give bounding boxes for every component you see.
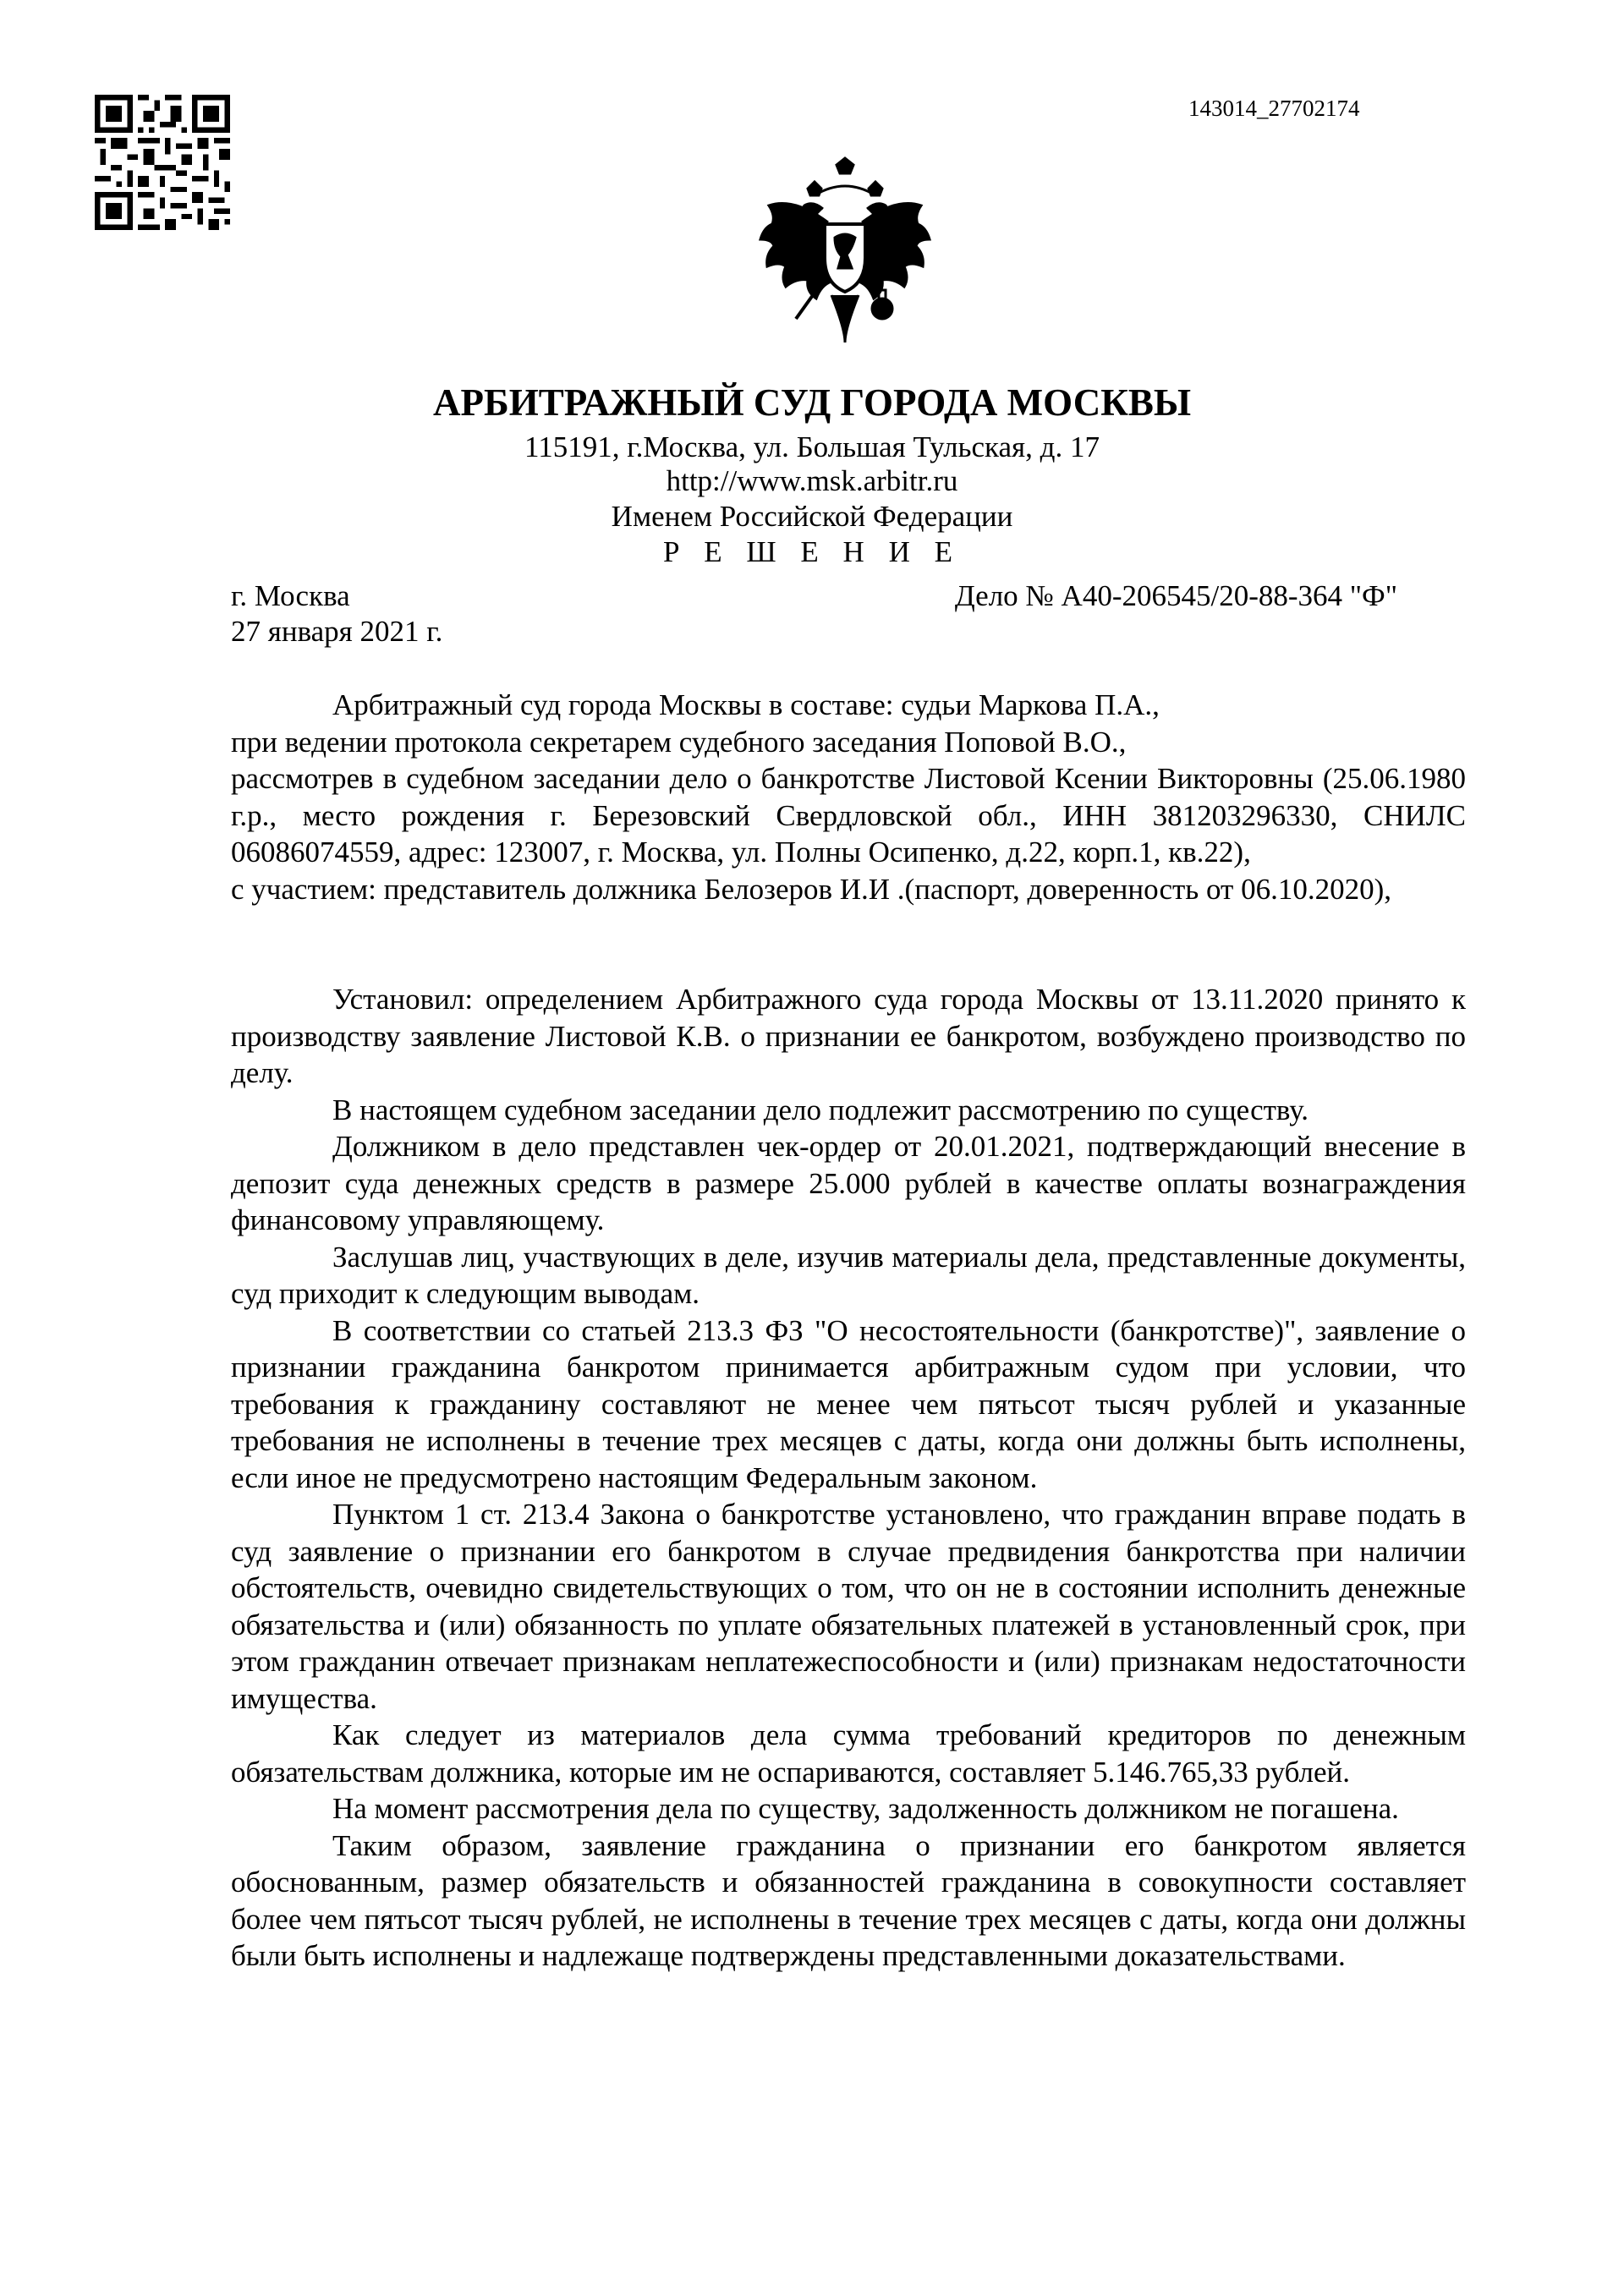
paragraph-gap xyxy=(231,907,1466,981)
court-name: АРБИТРАЖНЫЙ СУД ГОРОДА МОСКВЫ xyxy=(432,381,1192,424)
paragraph: Заслушав лиц, участвующих в деле, изучив материалы дела, представленные документы, суд приходит к следующим выводам. xyxy=(231,1240,1466,1310)
decision-title: Р Е Ш Е Н И Е xyxy=(663,535,961,568)
intro-line: Арбитражный суд города Москвы в составе: судьи Маркова П.А., xyxy=(332,688,1160,721)
city: г. Москва xyxy=(231,579,350,612)
paragraph: Должником в дело представлен чек-ордер от 20.01.2021, подтверждающий внесение в депозит суда денежных средств в размере 25.000 рублей в качестве оплаты вознаграждения финансовому управляющему. xyxy=(231,1130,1466,1236)
paragraph: В настоящем судебном заседании дело подлежит рассмотрению по существу. xyxy=(332,1093,1309,1126)
court-website: http://www.msk.arbitr.ru xyxy=(666,464,958,497)
intro-line: с участием: представитель должника Белозеров И.И .(паспорт, доверенность от 06.10.2020), xyxy=(231,872,1392,906)
intro-line: рассмотрев в судебном заседании дело о банкротстве Листовой Ксении Викторовны (25.06.1980 г.р., место рождения г. Березовский Свердловской обл., ИНН 381203296330, СНИЛС 06086074559, адрес: 123007, г. Москва, ул. Полны Осипенко, д.22, корп.1, кв.22), xyxy=(231,762,1466,869)
paragraph: В соответствии со статьей 213.3 ФЗ "О несостоятельности (банкротстве)", заявление о признании гражданина банкротом принимается арбитражным судом при условии, что требования к гражданину составляют не менее чем пятьсот тысяч рублей и указанные требования не исполнены в течение трех месяцев с даты, когда они должны быть исполнены, если иное не предусмотрено настоящим Федеральным законом. xyxy=(231,1313,1466,1494)
paragraph: Таким образом, заявление гражданина о признании его банкротом является обоснованным, размер обязательств и обязанностей гражданина в совокупности составляет более чем пятьсот тысяч рублей, не исполнены в течение трех месяцев с даты, когда они должны были быть исполнены и надлежаще подтверждены представленными доказательствами. xyxy=(231,1828,1466,1972)
document-body xyxy=(231,687,1466,1975)
paragraph: Как следует из материалов дела сумма требований кредиторов по денежным обязательствам должника, которые им не оспариваются, составляет 5.146.765,33 рублей. xyxy=(231,1718,1466,1789)
coat-of-arms-icon xyxy=(755,156,935,349)
document-number: 143014_27702174 xyxy=(1188,96,1360,121)
in-the-name-line: Именем Российской Федерации xyxy=(611,500,1013,533)
case-number: Дело № А40-206545/20-88-364 "Ф" xyxy=(954,579,1397,612)
decision-date: 27 января 2021 г. xyxy=(231,615,443,648)
intro-line: при ведении протокола секретарем судебного заседания Поповой В.О., xyxy=(231,725,1127,759)
court-address: 115191, г.Москва, ул. Большая Тульская, д. 17 xyxy=(524,430,1100,463)
paragraph: Установил: определением Арбитражного суда города Москвы от 13.11.2020 принято к производству заявление Листовой К.В. о признании ее банкротом, возбуждено производство по делу. xyxy=(231,983,1466,1089)
paragraph: Пунктом 1 ст. 213.4 Закона о банкротстве установлено, что гражданин вправе подать в суд заявление о признании его банкротом в случае предвидения банкротства при наличии обстоятельств, очевидно свидетельствующих о том, что он не в состоянии исполнить денежные обязательства и (или) обязанность по уплате обязательных платежей в установленный срок, при этом гражданин отвечает признакам неплатежеспособности и (или) признакам недостаточности имущества. xyxy=(231,1498,1466,1715)
paragraph: На момент рассмотрения дела по существу, задолженность должником не погашена. xyxy=(332,1792,1399,1825)
qr-code xyxy=(95,91,230,233)
